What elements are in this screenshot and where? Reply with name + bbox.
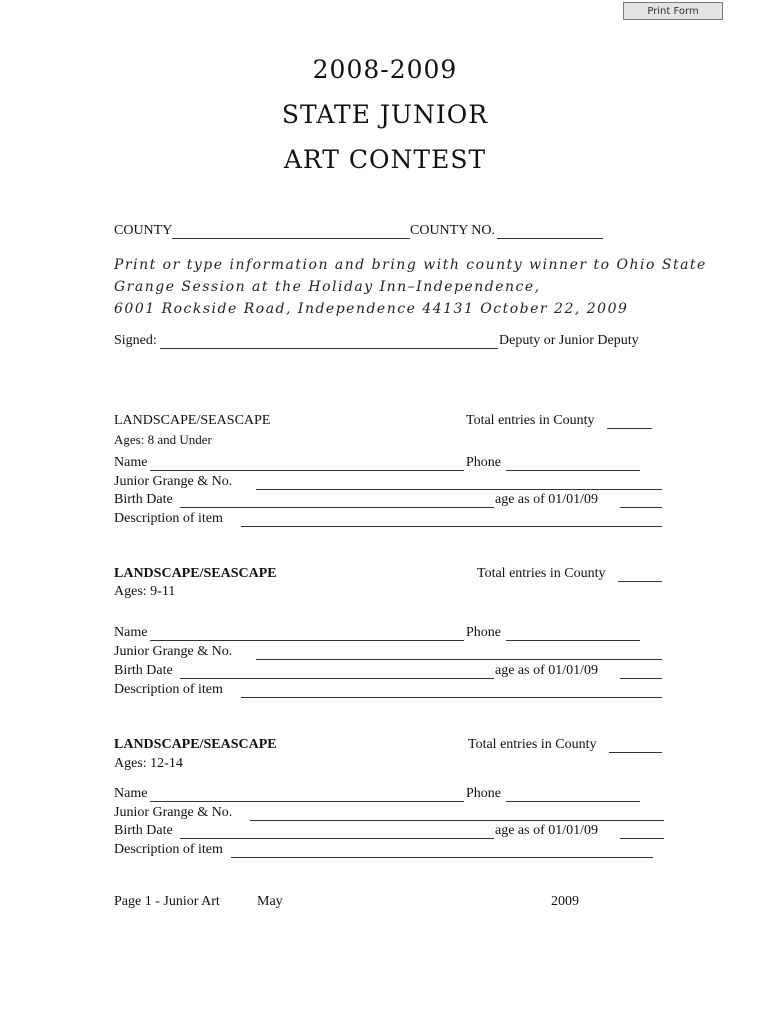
phone-field[interactable] <box>506 470 640 471</box>
description-label: Description of item <box>114 682 223 697</box>
age-field[interactable] <box>620 838 664 839</box>
age-label: age as of 01/01/09 <box>495 663 599 678</box>
description-field[interactable] <box>241 697 662 698</box>
grange-field[interactable] <box>250 820 664 821</box>
name-field[interactable] <box>150 801 464 802</box>
county-no-label: COUNTY NO. <box>410 223 496 238</box>
phone-field[interactable] <box>506 640 640 641</box>
total-entries-field[interactable] <box>609 752 662 753</box>
birth-date-label: Birth Date <box>114 492 173 507</box>
grange-label: Junior Grange & No. <box>114 805 233 820</box>
print-form-button[interactable]: Print Form <box>623 2 723 20</box>
age-label: age as of 01/01/09 <box>495 492 599 507</box>
instructions-line-3: 6001 Rockside Road, Independence 44131 October 22, 2009 <box>114 301 629 317</box>
instructions-line-1: Print or type information and bring with county winner to Ohio State <box>114 257 707 273</box>
footer-month: May <box>257 894 283 909</box>
name-field[interactable] <box>150 640 464 641</box>
phone-label: Phone <box>466 625 501 640</box>
section-ages: Ages: 9-11 <box>114 584 176 599</box>
footer-page: Page 1 - Junior Art <box>114 894 220 909</box>
section-category: LANDSCAPE/SEASCAPE <box>114 413 271 428</box>
title-years: 2008-2009 <box>312 55 458 84</box>
grange-field[interactable] <box>256 659 662 660</box>
section-ages: Ages: 12-14 <box>114 756 183 771</box>
section-category: LANDSCAPE/SEASCAPE <box>114 737 277 752</box>
county-field[interactable] <box>172 238 410 239</box>
birth-date-field[interactable] <box>180 507 494 508</box>
phone-label: Phone <box>466 786 501 801</box>
description-field[interactable] <box>241 526 662 527</box>
description-label: Description of item <box>114 511 223 526</box>
total-entries-field[interactable] <box>618 581 662 582</box>
signed-role: Deputy or Junior Deputy <box>499 333 639 348</box>
instructions-line-2: Grange Session at the Holiday Inn–Independence, <box>114 279 541 295</box>
birth-date-label: Birth Date <box>114 663 173 678</box>
county-no-field[interactable] <box>497 238 603 239</box>
signed-field[interactable] <box>160 348 498 349</box>
birth-date-field[interactable] <box>180 678 494 679</box>
name-label: Name <box>114 455 148 470</box>
grange-label: Junior Grange & No. <box>114 474 233 489</box>
section-ages: Ages: 8 and Under <box>114 432 212 447</box>
total-entries-label: Total entries in County <box>466 413 595 428</box>
total-entries-label: Total entries in County <box>477 566 606 581</box>
age-field[interactable] <box>620 678 662 679</box>
title-art-contest: ART CONTEST <box>283 145 487 174</box>
county-label: COUNTY <box>114 223 173 238</box>
age-label: age as of 01/01/09 <box>495 823 599 838</box>
total-entries-field[interactable] <box>607 428 652 429</box>
name-field[interactable] <box>150 470 464 471</box>
section-category: LANDSCAPE/SEASCAPE <box>114 566 277 581</box>
phone-field[interactable] <box>506 801 640 802</box>
phone-label: Phone <box>466 455 501 470</box>
description-field[interactable] <box>231 857 653 858</box>
signed-label: Signed: <box>114 333 157 348</box>
description-label: Description of item <box>114 842 223 857</box>
name-label: Name <box>114 786 148 801</box>
footer-year: 2009 <box>551 894 579 909</box>
grange-field[interactable] <box>256 489 662 490</box>
total-entries-label: Total entries in County <box>468 737 597 752</box>
name-label: Name <box>114 625 148 640</box>
title-state-junior: STATE JUNIOR <box>281 100 489 129</box>
birth-date-field[interactable] <box>180 838 494 839</box>
grange-label: Junior Grange & No. <box>114 644 233 659</box>
age-field[interactable] <box>620 507 662 508</box>
birth-date-label: Birth Date <box>114 823 173 838</box>
